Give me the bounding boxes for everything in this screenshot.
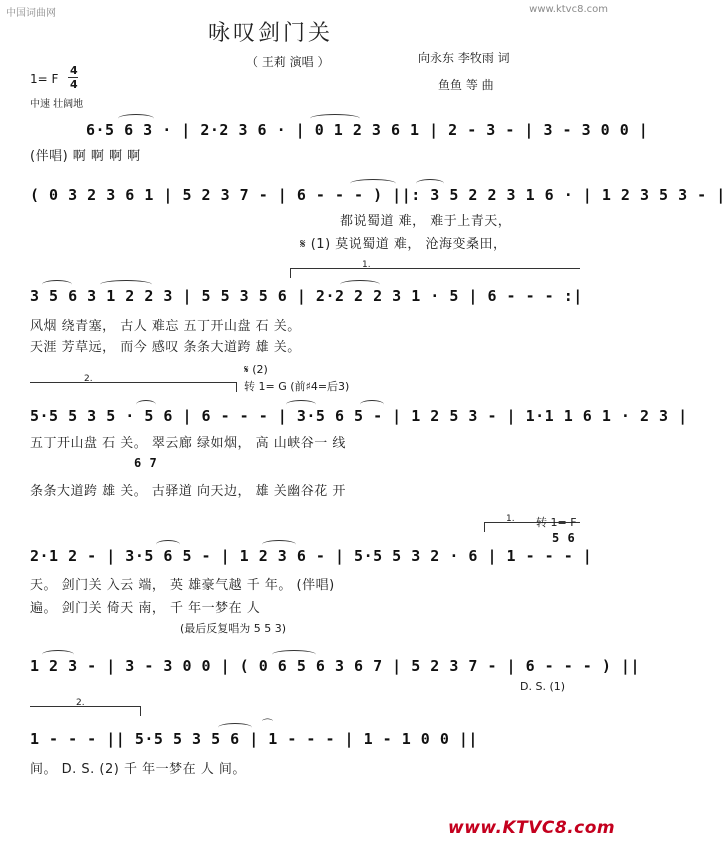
volta-number-2b: 2. <box>76 698 85 708</box>
notation-row-3: 3 5 6 3 1 2 2 3 | 5 5 3 5 6 | 2·2 2 2 3 1 · 5 | 6 - - - :| <box>30 287 583 305</box>
slur-mark <box>416 179 444 188</box>
volta-bracket-1b-end <box>484 522 485 532</box>
lyricist-credit: 向永东 李牧雨 词 <box>418 51 510 65</box>
lyric-row-5-verse-2: 遍。 剑门关 倚天 南， 千 年一梦在 人 <box>30 601 261 616</box>
key-change-f: 转 1= F <box>536 516 577 529</box>
slur-mark <box>118 114 154 123</box>
lyric-row-2-verse-1: 都说蜀道 难， 难于上青天， <box>340 214 512 229</box>
alternate-notes-row-4: 6 7 <box>134 456 158 470</box>
singer-credit: （ 王莉 演唱 ） <box>246 55 330 69</box>
slur-mark <box>350 179 396 188</box>
lyric-row-4-verse-1: 五丁开山盘 石 关。 翠云廊 绿如烟， 高 山峡谷一 线 <box>30 436 346 451</box>
slur-mark <box>100 280 152 289</box>
slur-mark <box>136 400 156 409</box>
volta-number-2: 2. <box>84 374 93 384</box>
volta-bracket-1-end <box>290 268 291 278</box>
lyric-row-3-verse-1: 风烟 绕青塞， 古人 难忘 五丁开山盘 石 关。 <box>30 319 301 334</box>
slur-mark <box>286 400 316 409</box>
volta-bracket-1 <box>290 268 580 269</box>
slur-mark <box>156 540 180 549</box>
notation-row-1: 6·5 6 3 · | 2·2 3 6 · | 0 1 2 3 6 1 | 2 - 3 - | 3 - 3 0 0 | <box>86 121 649 139</box>
lyric-row-3-verse-2: 天涯 芳草远， 而今 感叹 条条大道跨 雄 关。 <box>30 340 301 355</box>
volta-bracket-2 <box>30 382 236 383</box>
notation-row-6: 1 2 3 - | 3 - 3 0 0 | ( 0 6 5 6 3 6 7 | 5 2 3 7 - | 6 - - - ) || <box>30 657 640 675</box>
notation-row-5: 2·1 2 - | 3·5 6 5 - | 1 2 3 6 - | 5·5 5 3 2 · 6 | 1 - - - | <box>30 547 593 565</box>
time-signature-top: 4 <box>70 64 78 77</box>
lyric-row-4-verse-2: 条条大道跨 雄 关。 古驿道 向天边， 雄 关幽谷花 开 <box>30 484 346 499</box>
fermata-mark: ⌒ <box>262 718 273 731</box>
site-watermark-left: 中国词曲网 <box>6 8 56 19</box>
song-title: 咏叹剑门关 <box>208 21 334 46</box>
key-signature: 1= F <box>30 72 59 86</box>
ktvc8-logo: www.KTVC8.com <box>448 818 616 838</box>
notation-row-4: 5·5 5 3 5 · 5 6 | 6 - - - | 3·5 6 5 - | 1 2 5 3 - | 1·1 1 6 1 · 2 3 | <box>30 407 688 425</box>
slur-mark <box>42 280 72 289</box>
slur-mark <box>360 400 384 409</box>
volta-number-1b: 1. <box>506 514 515 524</box>
volta-bracket-2b <box>30 706 140 707</box>
site-watermark-right: www.ktvc8.com <box>529 4 608 15</box>
slur-mark <box>310 114 360 123</box>
tempo-marking: 中速 壮阔地 <box>30 99 84 110</box>
slur-mark <box>272 650 316 659</box>
composer-credit: 鱼鱼 等 曲 <box>438 78 494 92</box>
volta-number-1: 1. <box>362 260 371 270</box>
key-change-g: 转 1= G (前♯4=后3) <box>244 380 350 393</box>
time-signature-bottom: 4 <box>70 78 78 91</box>
slur-mark <box>42 650 74 659</box>
final-repeat-note: (最后反复唱为 5 5 3) <box>180 622 287 635</box>
volta-bracket-2-end <box>236 382 237 392</box>
slur-mark <box>262 540 296 549</box>
segno-mark-2: 𝄋 (2) <box>244 363 268 376</box>
slur-mark <box>340 280 380 289</box>
dal-segno-1: D. S. (1) <box>520 680 566 693</box>
alternate-notes-row-5: 5 6 <box>552 531 576 545</box>
lyric-row-7: 间。 D. S. (2) 千 年一梦在 人 间。 <box>30 762 246 777</box>
lyric-row-1: (伴唱) 啊 啊 啊 啊 <box>30 149 141 164</box>
notation-row-2: ( 0 3 2 3 6 1 | 5 2 3 7 - | 6 - - - ) ||: 3 5 2 2 3 1 6 · | 1 2 3 5 3 - | <box>30 186 726 204</box>
volta-bracket-2b-end <box>140 706 141 716</box>
lyric-row-2-verse-2: 𝄋 (1) 莫说蜀道 难， 沧海变桑田， <box>300 237 507 252</box>
lyric-row-5-verse-1: 天。 剑门关 入云 端， 英 雄豪气越 千 年。 (伴唱) <box>30 578 335 593</box>
notation-row-7: 1 - - - || 5·5 5 3 5 6 | 1 - - - | 1 - 1 0 0 || <box>30 730 478 748</box>
slur-mark <box>218 723 252 732</box>
